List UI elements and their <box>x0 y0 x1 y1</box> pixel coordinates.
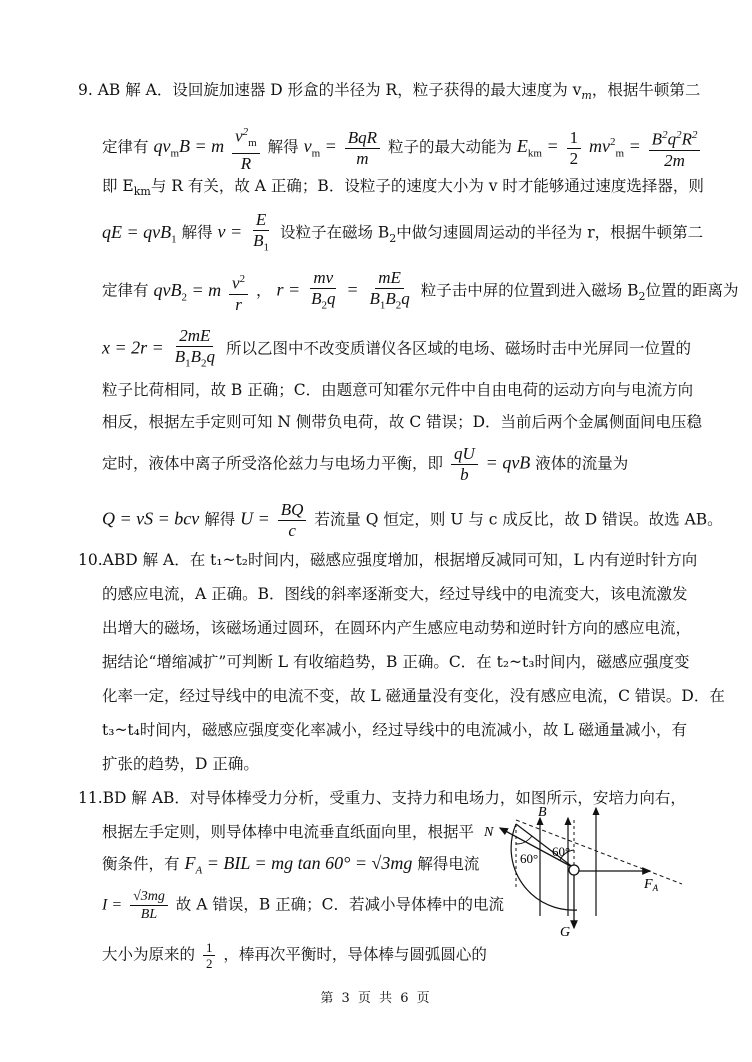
q11-line5: 大小为原来的 $\frac{1}{2}$ ，棒再次平衡时，导体棒与圆弧圆心的 <box>102 940 487 971</box>
q10-line2: 的感应电流，A 正确。B．图线的斜率逐渐变大，经过导线中的电流变大，该电流激发 <box>102 585 688 603</box>
q10-line7: 扩张的趋势，D 正确。 <box>102 755 259 773</box>
label-fa: $F_A$ <box>644 877 659 893</box>
q10-line5: 化率一定，经过导线中的电流不变，故 L 磁通量没有变化，没有感应电流，C 错误。D．在 <box>102 687 725 705</box>
q11-line2: 根据左手定则，则导体棒中电流垂直纸面向里，根据平 <box>102 823 475 841</box>
force-diagram <box>482 798 692 938</box>
label-g: G <box>560 925 571 938</box>
label-angle-1: 60° <box>520 851 539 866</box>
q9-line5: 定律有 qvB$_2$ = m $\frac{v^2}{r}$ ， r = $\frac{mv}{B_2q}$ = $\frac{mE}{B_1B_2q}$ 粒子击中屏的位置到进入磁场 $B_2$位置的距离为 <box>102 268 739 314</box>
q10-line1: 10.ABD 解 A．在 t₁~t₂时间内，磁感应强度增加，根据增反减同可知，L 内有逆时针方向 <box>78 551 698 569</box>
conductor-rod <box>569 865 579 875</box>
label-angle-2: 60° <box>552 844 571 859</box>
label-n: N <box>484 825 494 840</box>
q11-line4: I = $\frac{√3mg}{BL}$ 故 A 错误，B 正确；C．若减小导体棒中的电流 <box>102 889 505 922</box>
q9-line6: x = 2r = $\frac{2mE}{B_1B_2q}$ 所以乙图中不改变质谱仪各区域的电场、磁场时击中光屏同一位置的 <box>102 326 691 370</box>
q10-line3: 出增大的磁场，该磁场通过圆环，在圆环内产生感应电动势和逆时针方向的感应电流， <box>102 619 692 637</box>
q11-line3: 衡条件，有 $F_A$ = BIL = mg tan 60° = √3mg 解得电流 <box>102 853 480 877</box>
q9-line8: 相反，根据左手定则可知 N 侧带负电荷，故 C 错误；D．当前后两个金属侧面间电压稳 <box>102 413 703 431</box>
page-footer: 第 3 页 共 6 页 <box>320 991 432 1006</box>
q11-line1: 11.BD 解 AB．对导体棒受力分析，受重力、支持力和电场力，如图所示，安培力向右， <box>78 789 686 807</box>
q9-line3: 即 $E_{km}$与 R 有关，故 A 正确；B．设粒子的速度大小为 v 时才能够通过速度选择器，则 <box>102 177 704 199</box>
q10-line6: t₃~t₄时间内，磁感应强度变化率减小，经过导线中的电流减小，故 L 磁通量减小，有 <box>102 721 688 739</box>
q9-line1: 9. AB 解 A．设回旋加速器 D 形盒的半径为 R，粒子获得的最大速度为 $v_m$，根据牛顿第二 <box>78 81 701 103</box>
q9-line10: Q = vS = bcv 解得 U = $\frac{BQ}{c}$ 若流量 Q 恒定，则 U 与 c 成反比，故 D 错误。故选 AB。 <box>102 500 723 540</box>
q9-line2: 定律有 $qv_mB = m$ $\frac{v^2_m}{R}$ 解得 $v_m$ = $\frac{\text{BqR}}{m}$ 粒子的最大动能为 $E_{km}$ = $\frac{1}{2}$ $mv^2_m$ = $\frac{B^2q^2R^2}{2m}$ <box>102 122 703 174</box>
label-b: B <box>538 805 547 820</box>
q9-line7: 粒子比荷相同，故 B 正确；C．由题意可知霍尔元件中自由电荷的运动方向与电流方向 <box>102 381 694 399</box>
q9-line4: qE = qvB$_1$ 解得 v = $\frac{E}{B_1}$ 设粒子在磁场 $B_2$中做匀速圆周运动的半径为 r，根据牛顿第二 <box>102 210 704 254</box>
q10-line4: 据结论“增缩减扩”可判断 L 有收缩趋势，B 正确。C．在 t₂~t₃时间内，磁感应强度变 <box>102 653 690 671</box>
q9-frac-v2R: $\frac{v^2_m}{R}$ <box>232 122 260 174</box>
arc-track <box>511 824 577 910</box>
q9-line9: 定时，液体中离子所受洛伦兹力与电场力平衡，即 $\frac{qU}{b}$ = qvB 液体的流量为 <box>102 444 629 484</box>
